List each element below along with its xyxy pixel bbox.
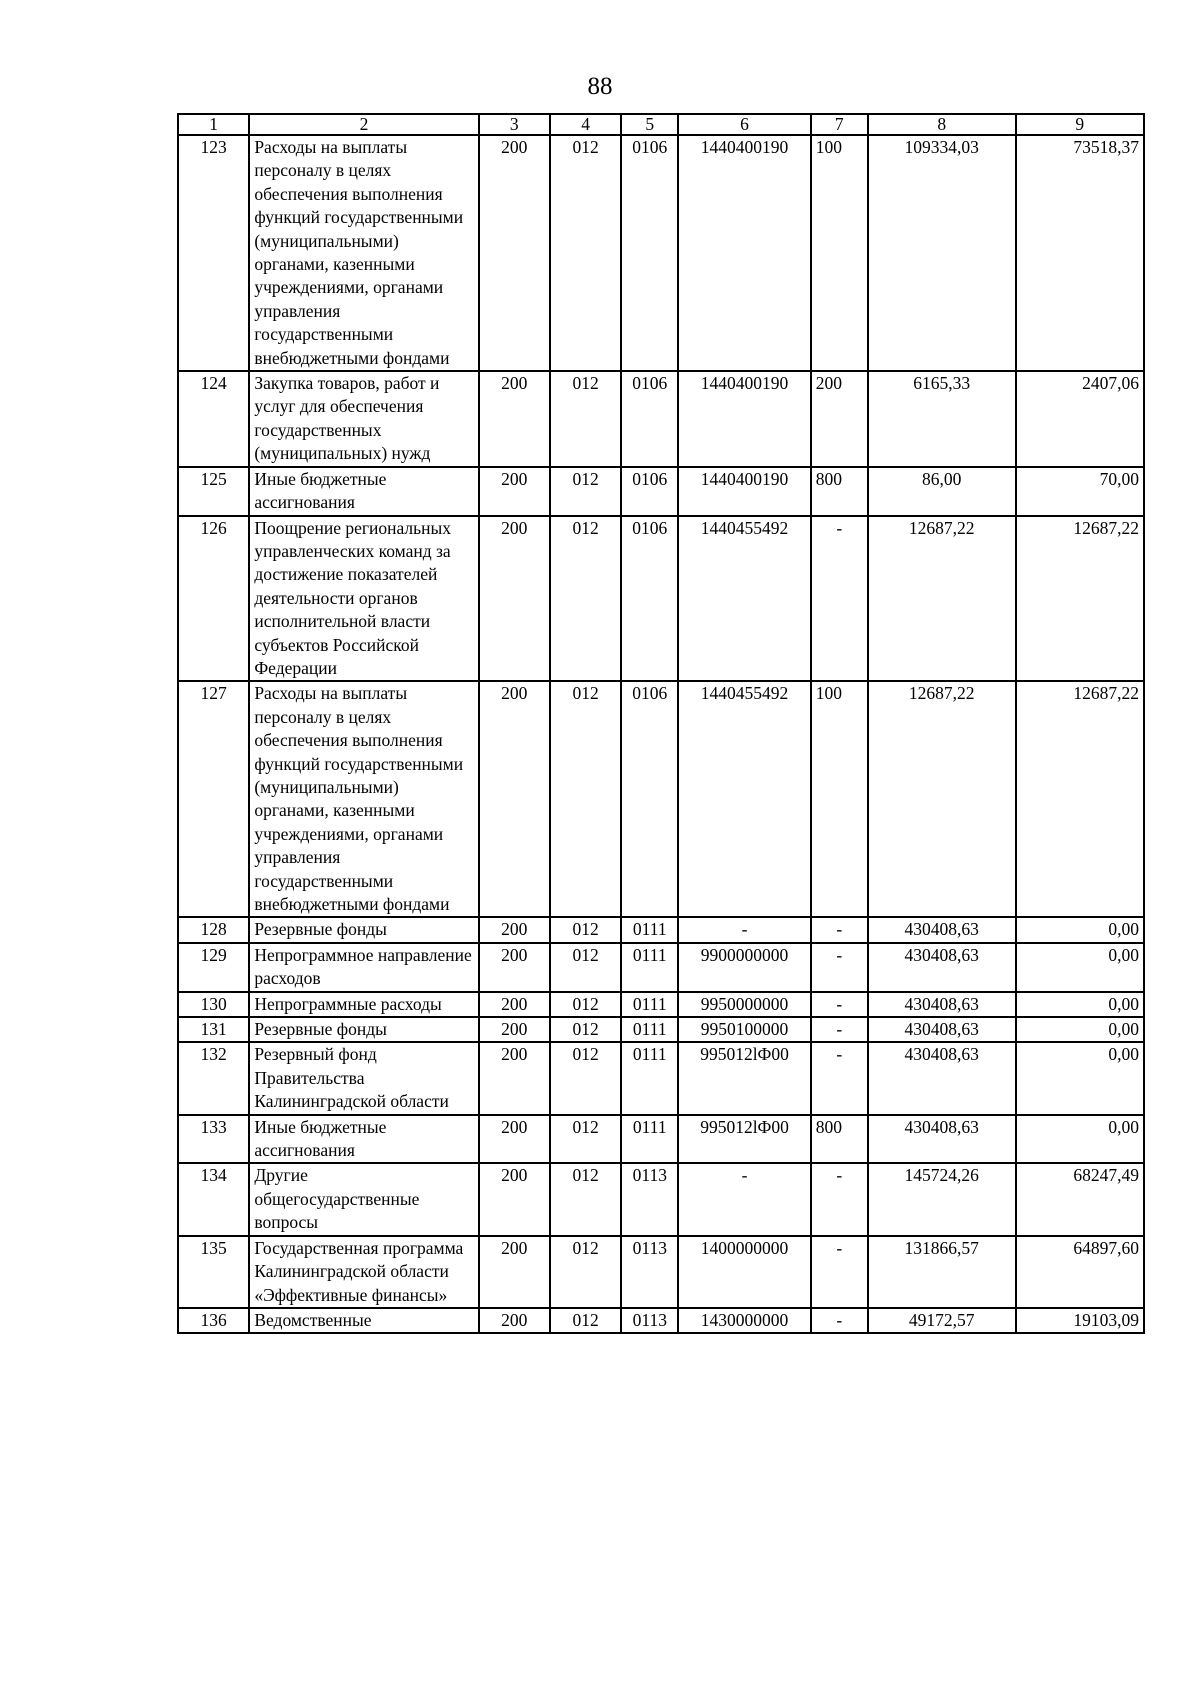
cell-col9: 70,00 [1016,467,1144,516]
cell-col4: 012 [550,1017,621,1042]
cell-col8: 430408,63 [868,992,1016,1017]
table-row [178,135,1144,371]
cell-col5: 0113 [621,1308,678,1333]
cell-col6: 1440455492 [678,681,810,917]
row-number: 124 [178,371,249,467]
cell-col3: 200 [479,467,550,516]
cell-col7: - [811,516,868,682]
header-cell: 1 [178,114,249,135]
cell-col9: 0,00 [1016,1115,1144,1164]
cell-col8: 145724,26 [868,1163,1016,1235]
header-cell: 6 [678,114,810,135]
cell-col7: - [811,1236,868,1308]
expense-name: Непрограммное направление расходов [249,943,478,992]
cell-col8: 430408,63 [868,1115,1016,1164]
cell-col6: 9950100000 [678,1017,810,1042]
cell-col7: 100 [811,135,868,371]
cell-col5: 0106 [621,135,678,371]
expense-name: Иные бюджетные ассигнования [249,1115,478,1164]
cell-col3: 200 [479,135,550,371]
cell-col7: - [811,917,868,942]
cell-col3: 200 [479,1163,550,1235]
table-row [178,1163,1144,1235]
table-header [178,114,1144,135]
cell-col5: 0111 [621,1115,678,1164]
page-number: 88 [587,73,613,100]
cell-col3: 200 [479,516,550,682]
cell-col8: 86,00 [868,467,1016,516]
cell-col6: 1400000000 [678,1236,810,1308]
cell-col9: 68247,49 [1016,1163,1144,1235]
cell-col9: 19103,09 [1016,1308,1144,1333]
cell-col7: 800 [811,1115,868,1164]
cell-col5: 0106 [621,467,678,516]
cell-col8: 6165,33 [868,371,1016,467]
table-row [178,467,1144,516]
cell-col4: 012 [550,371,621,467]
table-row [178,1308,1144,1333]
cell-col9: 0,00 [1016,1017,1144,1042]
cell-col7: 800 [811,467,868,516]
cell-col7: - [811,1042,868,1114]
table-body [178,135,1144,1333]
cell-col5: 0106 [621,371,678,467]
table-row [178,917,1144,942]
cell-col3: 200 [479,992,550,1017]
expense-name: Резервные фонды [249,917,478,942]
cell-col3: 200 [479,371,550,467]
row-number: 133 [178,1115,249,1164]
table-row [178,371,1144,467]
cell-col6: 1440400190 [678,371,810,467]
cell-col4: 012 [550,681,621,917]
cell-col8: 131866,57 [868,1236,1016,1308]
cell-col6: 9950000000 [678,992,810,1017]
cell-col4: 012 [550,1308,621,1333]
cell-col4: 012 [550,943,621,992]
expense-name: Иные бюджетные ассигнования [249,467,478,516]
expense-name: Ведомственные [249,1308,478,1333]
cell-col8: 109334,03 [868,135,1016,371]
cell-col6: 9900000000 [678,943,810,992]
cell-col8: 49172,57 [868,1308,1016,1333]
cell-col4: 012 [550,1042,621,1114]
cell-col6: 1440400190 [678,467,810,516]
cell-col8: 430408,63 [868,917,1016,942]
header-cell: 2 [249,114,478,135]
row-number: 130 [178,992,249,1017]
cell-col9: 12687,22 [1016,516,1144,682]
cell-col6: - [678,1163,810,1235]
cell-col9: 0,00 [1016,943,1144,992]
cell-col5: 0113 [621,1163,678,1235]
header-cell: 7 [811,114,868,135]
table-row [178,1042,1144,1114]
expense-name: Резервные фонды [249,1017,478,1042]
expense-name: Непрограммные расходы [249,992,478,1017]
cell-col5: 0111 [621,1017,678,1042]
cell-col6: 1440455492 [678,516,810,682]
table-row [178,516,1144,682]
header-cell: 9 [1016,114,1144,135]
cell-col4: 012 [550,516,621,682]
cell-col5: 0111 [621,1042,678,1114]
cell-col9: 2407,06 [1016,371,1144,467]
cell-col9: 12687,22 [1016,681,1144,917]
cell-col3: 200 [479,1042,550,1114]
budget-table [177,113,1145,1334]
table-row [178,681,1144,917]
row-number: 127 [178,681,249,917]
table-row [178,943,1144,992]
cell-col5: 0111 [621,992,678,1017]
expense-name: Поощрение региональных управленческих команд за достижение показателей деятельности органов исполнительной власти субъектов Российской Федерации [249,516,478,682]
cell-col8: 430408,63 [868,943,1016,992]
table-row [178,1236,1144,1308]
cell-col5: 0111 [621,943,678,992]
row-number: 125 [178,467,249,516]
cell-col3: 200 [479,917,550,942]
cell-col5: 0106 [621,516,678,682]
cell-col7: - [811,1163,868,1235]
cell-col7: - [811,1017,868,1042]
row-number: 123 [178,135,249,371]
cell-col8: 12687,22 [868,681,1016,917]
cell-col9: 0,00 [1016,1042,1144,1114]
header-cell: 5 [621,114,678,135]
expense-name: Закупка товаров, работ и услуг для обеспечения государственных (муниципальных) нужд [249,371,478,467]
cell-col8: 430408,63 [868,1017,1016,1042]
row-number: 136 [178,1308,249,1333]
cell-col8: 12687,22 [868,516,1016,682]
header-cell: 8 [868,114,1016,135]
cell-col9: 64897,60 [1016,1236,1144,1308]
cell-col4: 012 [550,467,621,516]
header-cell: 3 [479,114,550,135]
row-number: 128 [178,917,249,942]
table-row [178,1017,1144,1042]
cell-col6: 1440400190 [678,135,810,371]
expense-name: Государственная программа Калининградской области «Эффективные финансы» [249,1236,478,1308]
table-row [178,992,1144,1017]
cell-col9: 0,00 [1016,917,1144,942]
row-number: 126 [178,516,249,682]
expense-name: Резервный фонд Правительства Калининградской области [249,1042,478,1114]
cell-col8: 430408,63 [868,1042,1016,1114]
cell-col9: 0,00 [1016,992,1144,1017]
cell-col4: 012 [550,1236,621,1308]
cell-col7: - [811,992,868,1017]
cell-col6: 1430000000 [678,1308,810,1333]
cell-col4: 012 [550,1115,621,1164]
cell-col5: 0106 [621,681,678,917]
cell-col6: 995012lФ00 [678,1042,810,1114]
cell-col4: 012 [550,992,621,1017]
cell-col4: 012 [550,1163,621,1235]
cell-col3: 200 [479,1236,550,1308]
expense-name: Расходы на выплаты персоналу в целях обеспечения выполнения функций государственными (муниципальными) органами, казенными учреждениями, органами управления государственными внебюджетными фондами [249,681,478,917]
cell-col7: 200 [811,371,868,467]
row-number: 131 [178,1017,249,1042]
cell-col4: 012 [550,135,621,371]
header-row [178,114,1144,135]
row-number: 134 [178,1163,249,1235]
cell-col3: 200 [479,1308,550,1333]
header-cell: 4 [550,114,621,135]
expense-name: Другие общегосударственные вопросы [249,1163,478,1235]
row-number: 132 [178,1042,249,1114]
cell-col7: - [811,943,868,992]
cell-col4: 012 [550,917,621,942]
expense-name: Расходы на выплаты персоналу в целях обеспечения выполнения функций государственными (муниципальными) органами, казенными учреждениями, органами управления государственными внебюджетными фондами [249,135,478,371]
cell-col3: 200 [479,1017,550,1042]
cell-col5: 0111 [621,917,678,942]
table-row [178,1115,1144,1164]
cell-col7: 100 [811,681,868,917]
cell-col9: 73518,37 [1016,135,1144,371]
cell-col6: - [678,917,810,942]
cell-col3: 200 [479,1115,550,1164]
row-number: 135 [178,1236,249,1308]
cell-col7: - [811,1308,868,1333]
cell-col6: 995012lФ00 [678,1115,810,1164]
cell-col5: 0113 [621,1236,678,1308]
cell-col3: 200 [479,681,550,917]
cell-col3: 200 [479,943,550,992]
row-number: 129 [178,943,249,992]
